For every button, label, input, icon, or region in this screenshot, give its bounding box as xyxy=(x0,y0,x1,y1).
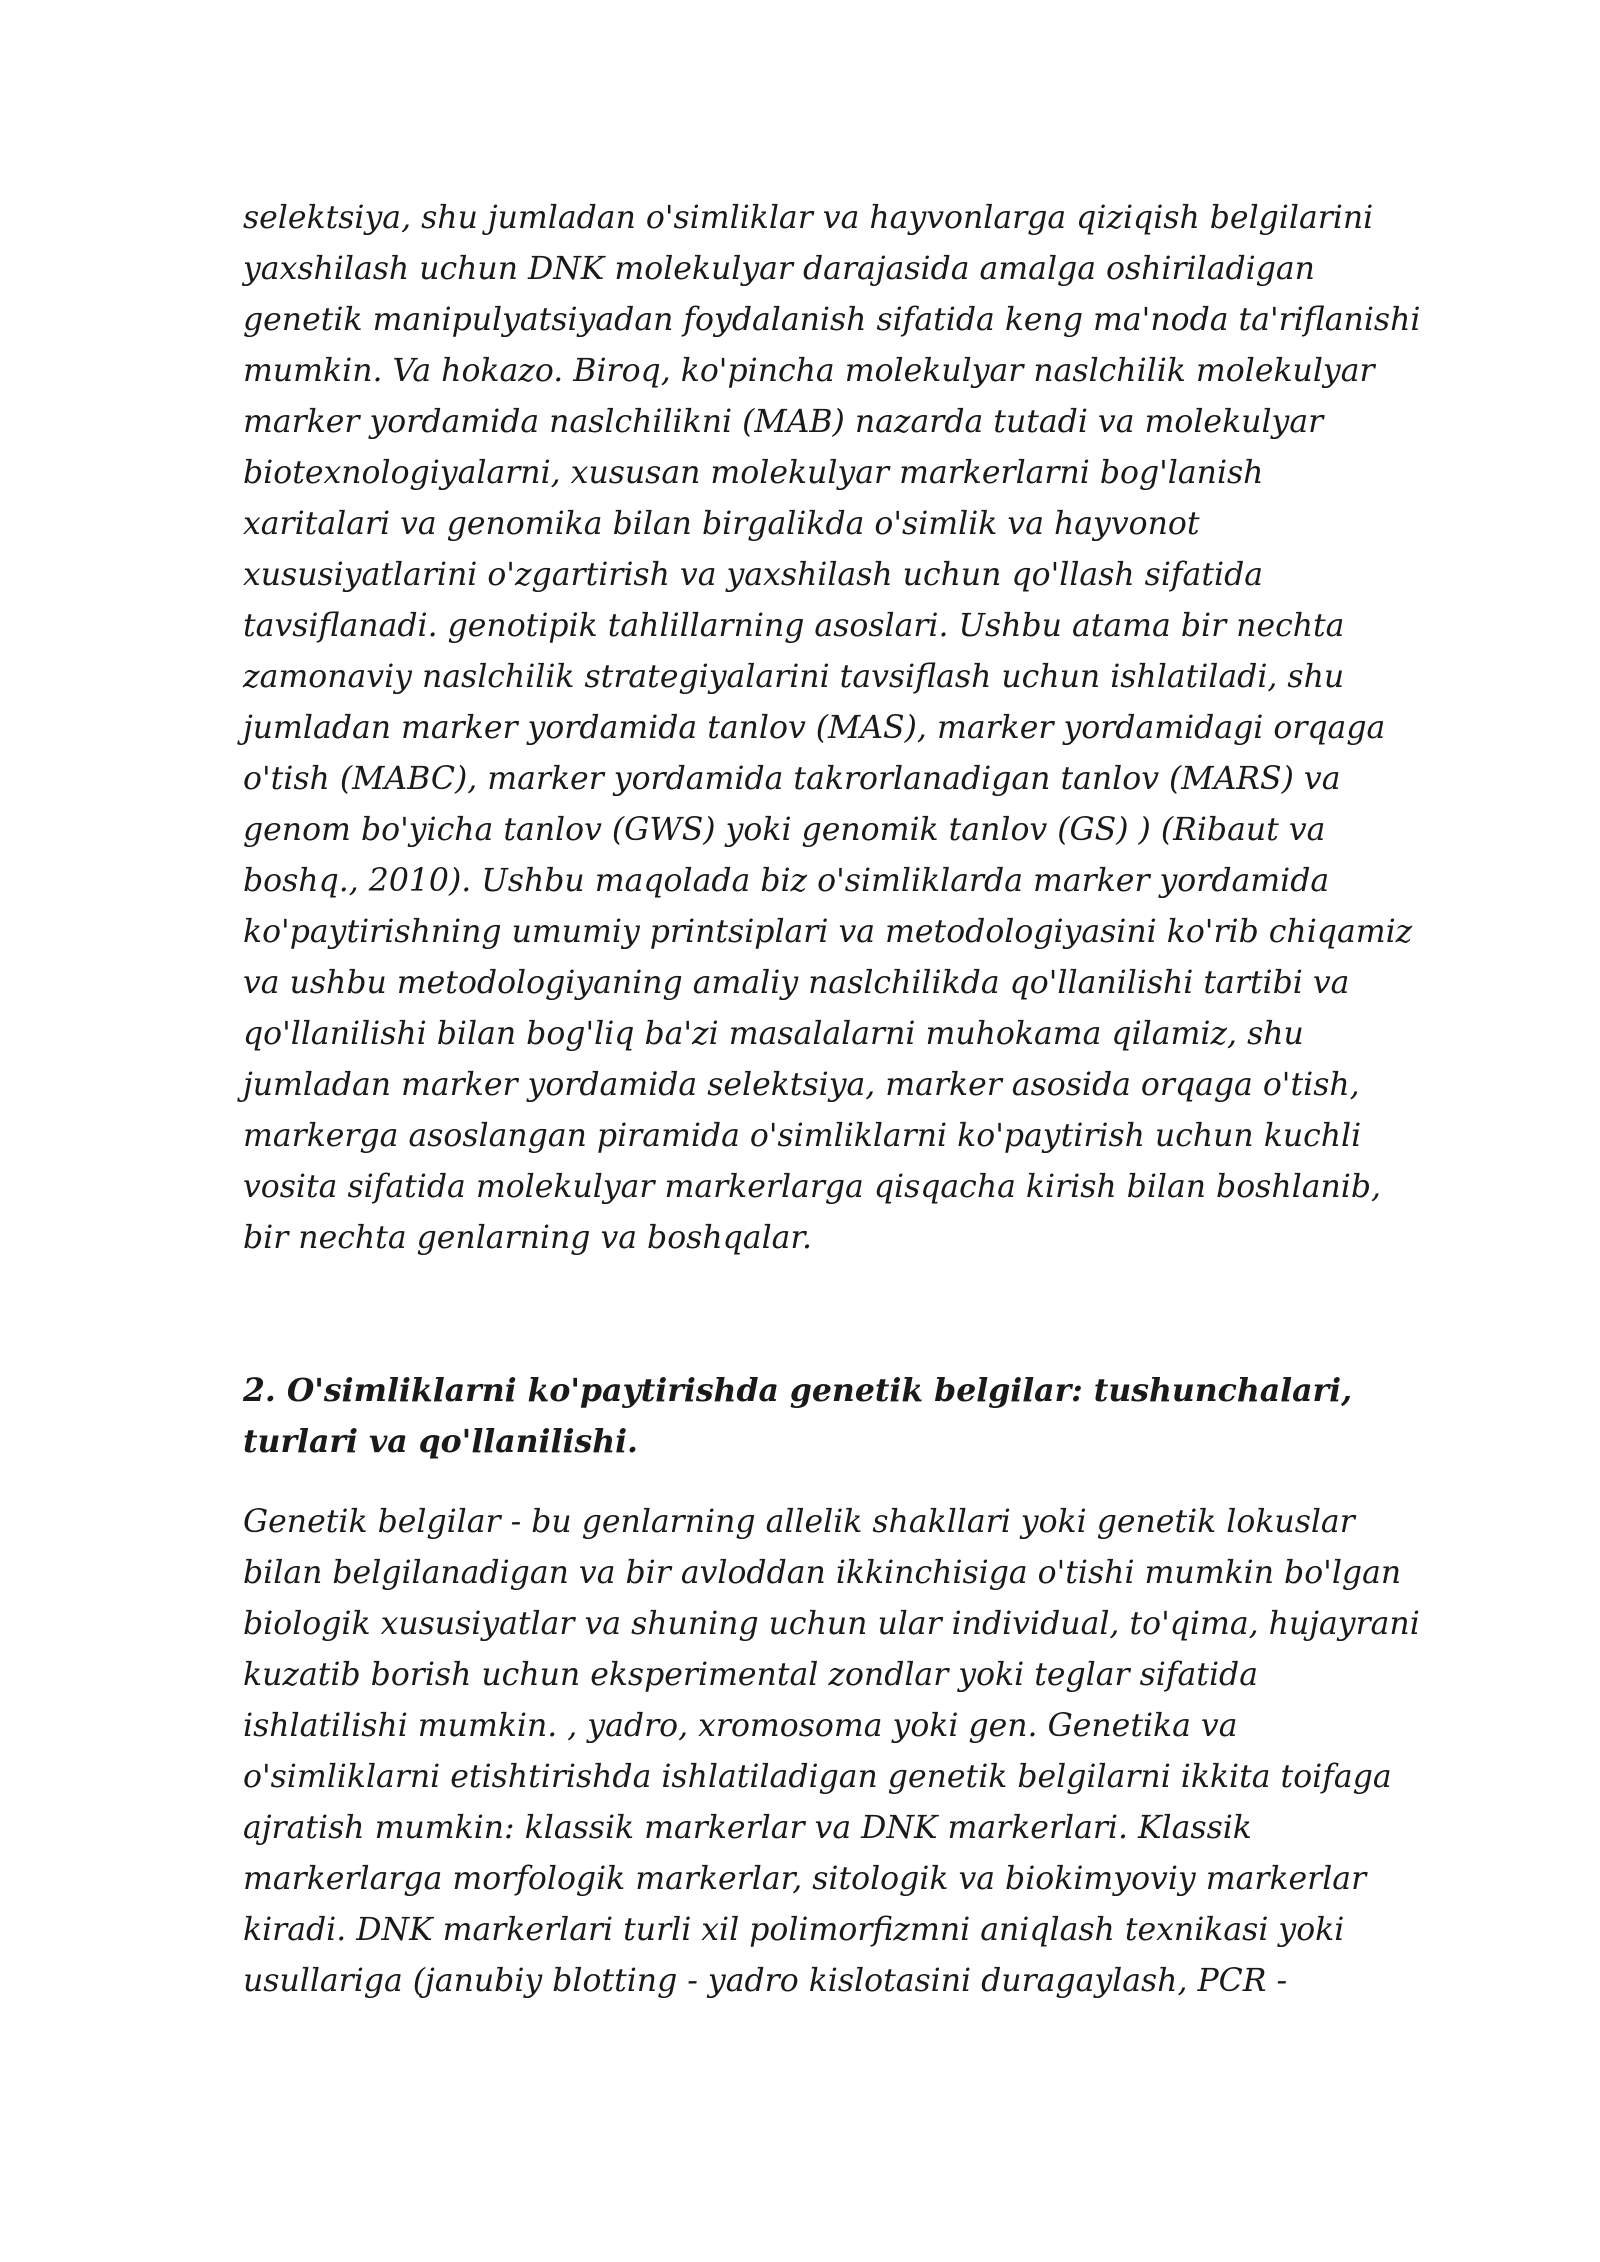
text-line: xaritalari va genomika bilan birgalikda o'simlik va hayvonot xyxy=(243,506,1200,542)
text-line: va ushbu metodologiyaning amaliy naslchilikda qo'llanilishi tartibi va xyxy=(243,965,1350,1001)
text-line: ajratish mumkin: klassik markerlar va DNK markerlari. Klassik xyxy=(243,1810,1252,1846)
text-line: qo'llanilishi bilan bog'liq ba'zi masalalarni muhokama qilamiz, shu xyxy=(243,1016,1304,1052)
text-line: selektsiya, shu jumladan o'simliklar va hayvonlarga qiziqish belgilarini xyxy=(243,200,1374,236)
section-heading xyxy=(243,1365,1383,1467)
text-line: zamonaviy naslchilik strategiyalarini tavsiflash uchun ishlatiladi, shu xyxy=(243,659,1345,695)
text-line: genom bo'yicha tanlov (GWS) yoki genomik tanlov (GS) ) (Ribaut va xyxy=(243,812,1326,848)
text-line: vosita sifatida molekulyar markerlarga qisqacha kirish bilan boshlanib, xyxy=(243,1169,1382,1205)
body-paragraph-2 xyxy=(243,1497,1420,2007)
text-line: o'tish (MABC), marker yordamida takrorlanadigan tanlov (MARS) va xyxy=(243,761,1341,797)
text-line: marker yordamida naslchilikni (MAB) nazarda tutadi va molekulyar xyxy=(243,404,1324,440)
text-line: usullariga (janubiy blotting - yadro kislotasini duragaylash, PCR - xyxy=(243,1963,1288,1999)
text-line: markerga asoslangan piramida o'simliklarni ko'paytirish uchun kuchli xyxy=(243,1118,1362,1154)
text-line: boshq., 2010). Ushbu maqolada biz o'simliklarda marker yordamida xyxy=(243,863,1330,899)
text-line: o'simliklarni etishtirishda ishlatiladigan genetik belgilarni ikkita toifaga xyxy=(243,1759,1392,1795)
text-line: ishlatilishi mumkin. , yadro, xromosoma yoki gen. Genetika va xyxy=(243,1708,1238,1744)
text-line: mumkin. Va hokazo. Biroq, ko'pincha molekulyar naslchilik molekulyar xyxy=(243,353,1375,389)
text-line: bir nechta genlarning va boshqalar. xyxy=(243,1220,813,1256)
text-line: kuzatib borish uchun eksperimental zondlar yoki teglar sifatida xyxy=(243,1657,1258,1693)
text-line: yaxshilash uchun DNK molekulyar darajasida amalga oshiriladigan xyxy=(243,251,1315,287)
text-line: markerlarga morfologik markerlar, sitologik va biokimyoviy markerlar xyxy=(243,1861,1367,1897)
text-line: tavsiflanadi. genotipik tahlillarning asoslari. Ushbu atama bir nechta xyxy=(243,608,1345,644)
text-line: xususiyatlarini o'zgartirish va yaxshilash uchun qo'llash sifatida xyxy=(243,557,1264,593)
text-line: bilan belgilanadigan va bir avloddan ikkinchisiga o'tishi mumkin bo'lgan xyxy=(243,1555,1402,1591)
text-line: ko'paytirishning umumiy printsiplari va metodologiyasini ko'rib chiqamiz xyxy=(243,914,1413,950)
body-paragraph-1 xyxy=(243,193,1421,1264)
text-line: kiradi. DNK markerlari turli xil polimorfizmni aniqlash texnikasi yoki xyxy=(243,1912,1345,1948)
text-line: jumladan marker yordamida tanlov (MAS), marker yordamidagi orqaga xyxy=(243,710,1386,746)
text-line: jumladan marker yordamida selektsiya, marker asosida orqaga o'tish, xyxy=(243,1067,1360,1103)
text-line: biologik xususiyatlar va shuning uchun ular individual, to'qima, hujayrani xyxy=(243,1606,1420,1642)
text-line: genetik manipulyatsiyadan foydalanish sifatida keng ma'noda ta'riflanishi xyxy=(243,302,1421,338)
text-line: biotexnologiyalarni, xususan molekulyar markerlarni bog'lanish xyxy=(243,455,1264,491)
heading-line: 2. O'simliklarni ko'paytirishda genetik belgilar: tushunchalari, xyxy=(243,1372,1353,1409)
text-line: Genetik belgilar - bu genlarning allelik shakllari yoki genetik lokuslar xyxy=(243,1504,1355,1540)
heading-line: turlari va qo'llanilishi. xyxy=(243,1423,639,1460)
